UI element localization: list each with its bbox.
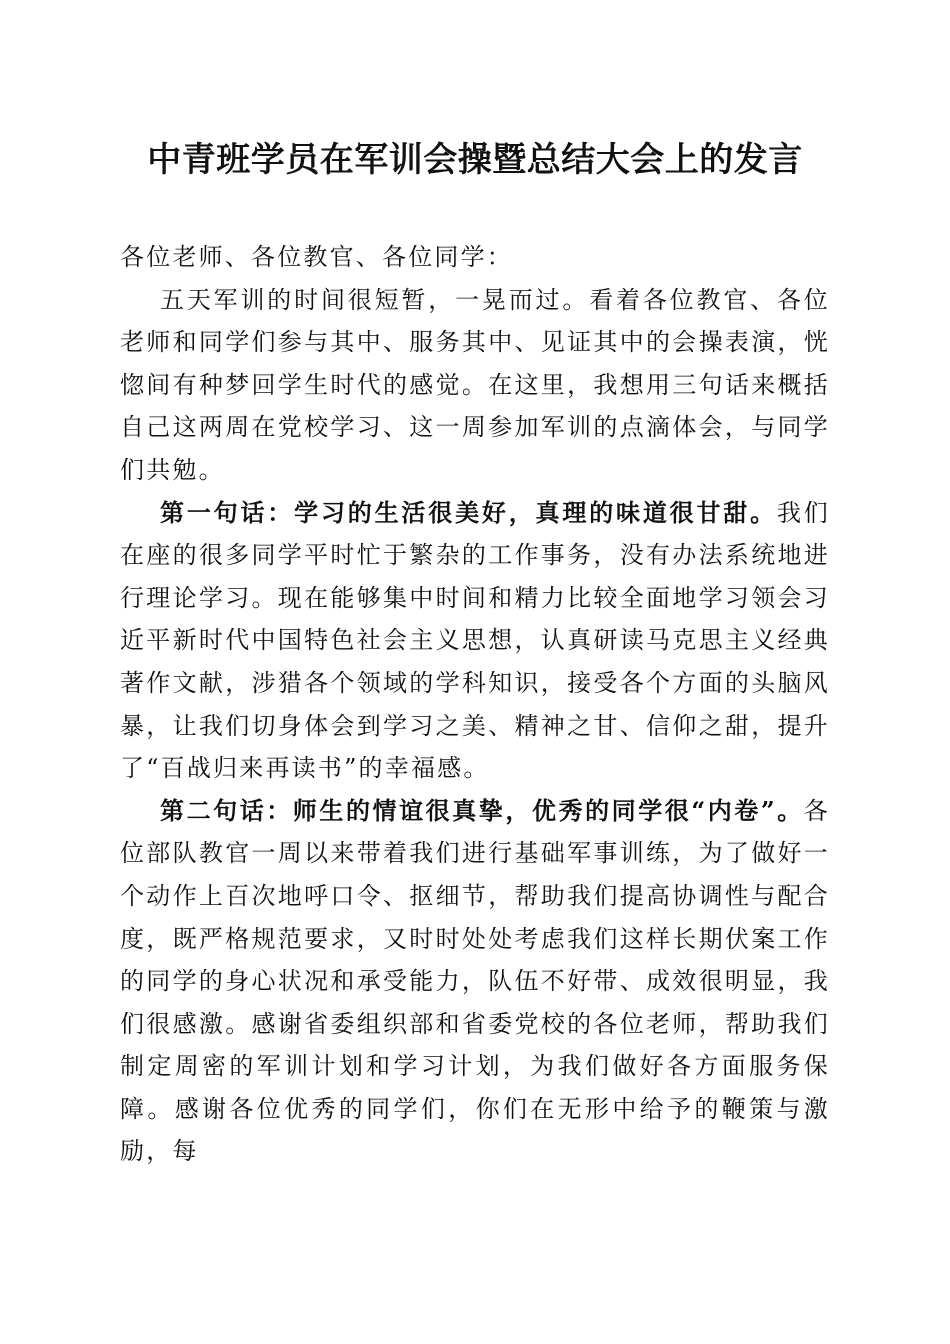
paragraph-intro-text: 五天军训的时间很短暂，一晃而过。看着各位教官、各位老师和同学们参与其中、服务其中、见证其中的会操表演，恍惚间有种梦回学生时代的感觉。在这里，我想用三句话来概括自己这两周在党校学习、这一周参加军训的点滴体会，与同学们共勉。 [120, 285, 830, 484]
paragraph-first-point [120, 492, 830, 790]
paragraph-second-point [120, 790, 830, 1173]
document-title: 中青班学员在军训会操暨总结大会上的发言 [147, 140, 803, 180]
salutation: 各位老师、各位教官、各位同学： [120, 243, 513, 271]
paragraph-intro [120, 279, 830, 492]
second-point-text: 各位部队教官一周以来带着我们进行基础军事训练，为了做好一个动作上百次地呼口令、抠细节，帮助我们提高协调性与配合度，既严格规范要求，又时时处处考虑我们这样长期伏案工作的同学的身心状况和承受能力，队伍不好带、成效很明显，我们很感激。感谢省委组织部和省委党校的各位老师，帮助我们制定周密的军训计划和学习计划，为我们做好各方面服务保障。感谢各位优秀的同学们，你们在无形中给予的鞭策与激励，每 [120, 796, 830, 1166]
first-point-text: 我们在座的很多同学平时忙于繁杂的工作事务，没有办法系统地进行理论学习。现在能够集中时间和精力比较全面地学习领会习近平新时代中国特色社会主义思想，认真研读马克思主义经典著作文献，涉猎各个领域的学科知识，接受各个方面的头脑风暴，让我们切身体会到学习之美、精神之甘、信仰之甜，提升了“百战归来再读书”的幸福感。 [120, 498, 830, 783]
document-body [120, 236, 830, 1173]
second-point-heading: 第二句话：师生的情谊很真挚，优秀的同学很“内卷”。 [160, 795, 804, 825]
first-point-heading: 第一句话：学习的生活很美好，真理的味道很甘甜。 [160, 497, 777, 527]
